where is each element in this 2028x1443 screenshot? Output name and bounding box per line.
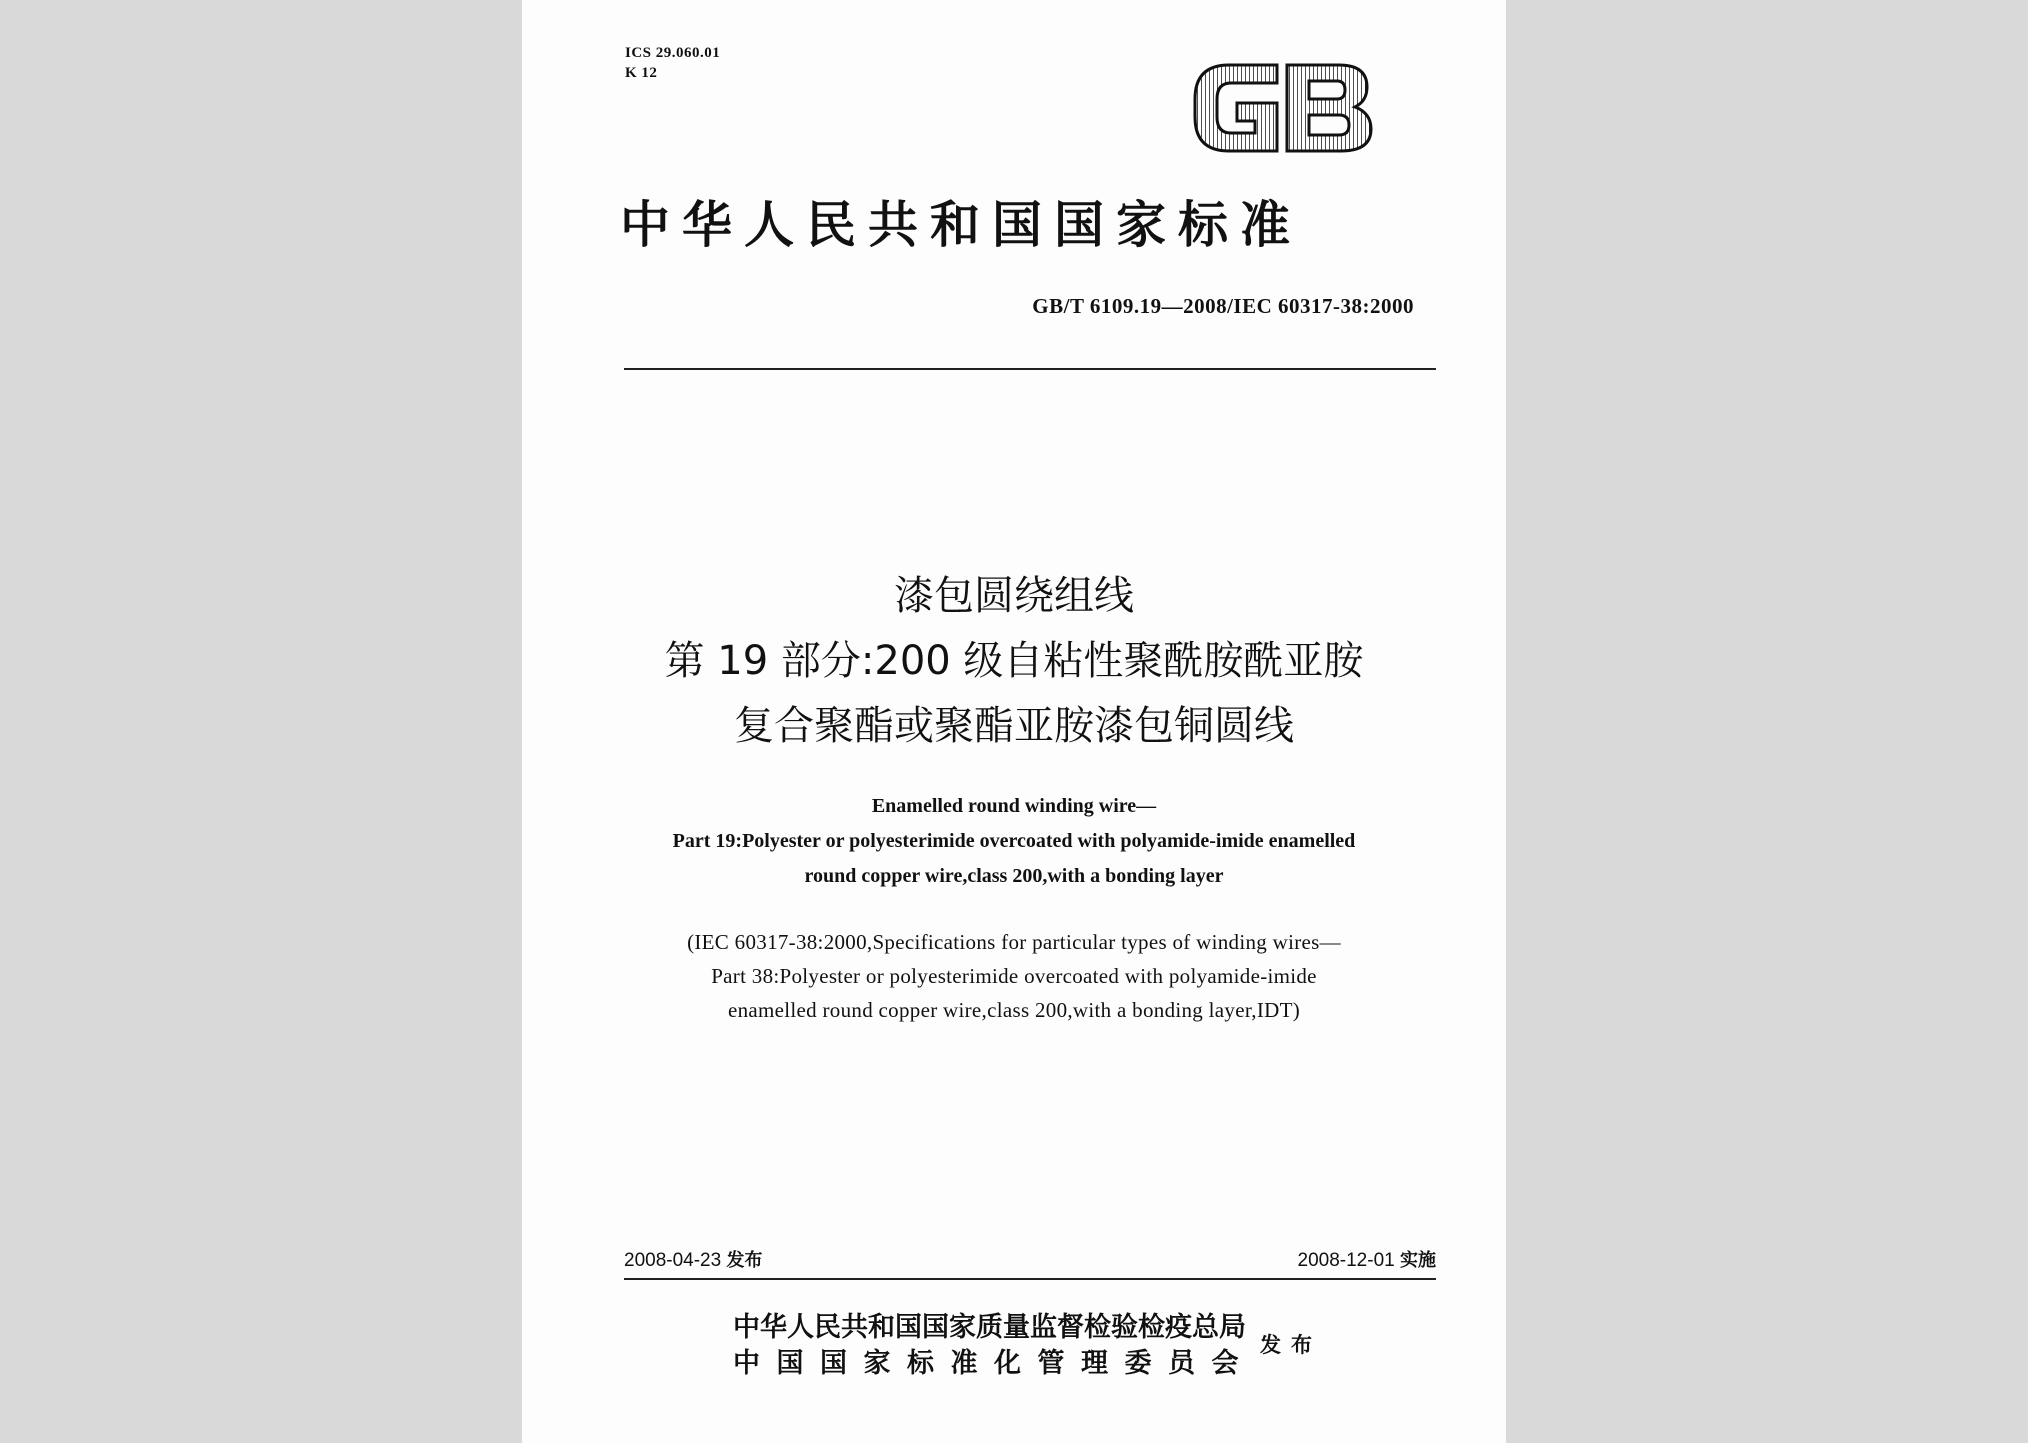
- top-divider: [624, 368, 1436, 370]
- issuer-line-1: 中华人民共和国国家质量监督检验检疫总局: [733, 1312, 1246, 1343]
- issue-label: 发布: [726, 1250, 763, 1271]
- implement-date-block: [1298, 1246, 1436, 1272]
- issuing-authorities: [733, 1310, 1255, 1382]
- country-standard-title: 中华人民共和国国家标准: [620, 195, 1302, 254]
- implement-date: 2008-12-01: [1297, 1250, 1395, 1271]
- bottom-divider: [624, 1278, 1436, 1280]
- issuer-line-2: 中国国家标准化管理委员会: [733, 1348, 1255, 1379]
- issue-date: 2008-04-23: [624, 1250, 722, 1271]
- issue-date-block: [624, 1246, 762, 1272]
- document-page: [522, 0, 1506, 1443]
- chinese-title: [522, 564, 1506, 759]
- ics-code: ICS 29.060.01: [625, 45, 721, 61]
- date-row: [624, 1246, 1436, 1276]
- implement-label: 实施: [1400, 1250, 1436, 1271]
- chinese-title-line-3: 复合聚酯或聚酯亚胺漆包铜圆线: [734, 703, 1294, 749]
- iec-reference: [522, 925, 1506, 1027]
- iec-reference-line-1: (IEC 60317-38:2000,Specifications for particular types of winding wires—: [687, 930, 1341, 954]
- gb-logo: [1189, 57, 1377, 159]
- standard-number: GB/T 6109.19—2008/IEC 60317-38:2000: [1032, 294, 1414, 318]
- english-title: [522, 789, 1506, 894]
- iec-reference-line-2: Part 38:Polyester or polyesterimide overcoated with polyamide-imide: [711, 964, 1317, 988]
- chinese-title-line-1: 漆包圆绕组线: [894, 573, 1134, 619]
- chinese-title-line-2: 第 19 部分:200 级自粘性聚酰胺酰亚胺: [664, 638, 1364, 684]
- publish-label: 发布: [1260, 1332, 1322, 1357]
- category-code: K 12: [625, 65, 658, 81]
- classification-codes: [625, 43, 720, 83]
- iec-reference-line-3: enamelled round copper wire,class 200,with a bonding layer,IDT): [727, 998, 1301, 1022]
- english-title-line-3: round copper wire,class 200,with a bonding layer: [804, 865, 1224, 887]
- english-title-line-1: Enamelled round winding wire—: [871, 795, 1157, 817]
- english-title-line-2: Part 19:Polyester or polyesterimide overcoated with polyamide-imide enamelled: [672, 830, 1356, 852]
